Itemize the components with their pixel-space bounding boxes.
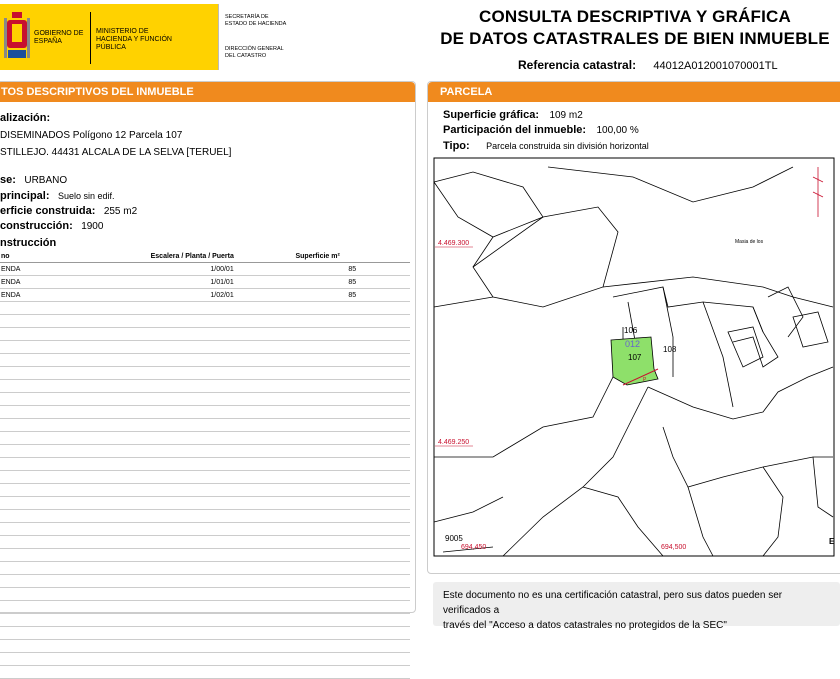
table-cell-uso bbox=[0, 484, 150, 497]
table-row bbox=[0, 393, 410, 406]
table-cell-esc bbox=[150, 445, 295, 458]
table-row bbox=[0, 367, 410, 380]
table-cell-uso bbox=[0, 497, 150, 510]
table-row bbox=[0, 575, 410, 588]
ministry-name: MINISTERIO DE HACIENDA Y FUNCIÓN PÚBLICA bbox=[96, 28, 172, 51]
table-row bbox=[0, 523, 410, 536]
table-cell-sup bbox=[294, 367, 410, 380]
table-cell-uso bbox=[0, 458, 150, 471]
table-row bbox=[0, 432, 410, 445]
class-label: se: bbox=[0, 174, 16, 186]
col-stair: Escalera / Planta / Puerta bbox=[150, 250, 295, 263]
year-row bbox=[0, 216, 103, 234]
type-row bbox=[443, 136, 649, 154]
table-row bbox=[0, 458, 410, 471]
page-title bbox=[430, 6, 840, 50]
parcel-106-label: 106 bbox=[624, 326, 638, 335]
disclaimer-note bbox=[433, 582, 840, 631]
table-cell-uso: ENDA bbox=[0, 289, 150, 302]
table-cell-uso bbox=[0, 393, 150, 406]
table-row bbox=[0, 627, 410, 640]
table-cell-uso bbox=[0, 523, 150, 536]
table-cell-sup bbox=[294, 315, 410, 328]
col-surface: Superficie m² bbox=[294, 250, 410, 263]
table-cell-uso bbox=[0, 588, 150, 601]
table-cell-sup bbox=[294, 666, 410, 679]
ref-label: Referencia catastral: bbox=[518, 58, 637, 72]
title-line-2: DE DATOS CATASTRALES DE BIEN INMUEBLE bbox=[440, 29, 830, 48]
table-cell-sup bbox=[294, 614, 410, 627]
table-cell-sup bbox=[294, 588, 410, 601]
built-surface-label: erficie construida: bbox=[0, 205, 96, 217]
table-cell-sup: 85 bbox=[294, 289, 410, 302]
table-cell-esc bbox=[150, 315, 295, 328]
table-cell-sup bbox=[294, 471, 410, 484]
direction-name: DIRECCIÓN GENERAL DEL CATASTRO bbox=[225, 46, 284, 59]
table-row bbox=[0, 471, 410, 484]
table-cell-uso bbox=[0, 666, 150, 679]
table-cell-uso bbox=[0, 302, 150, 315]
table-cell-uso bbox=[0, 341, 150, 354]
table-cell-esc bbox=[150, 562, 295, 575]
table-cell-esc: 1/01/01 bbox=[150, 276, 295, 289]
cadastral-map bbox=[433, 157, 840, 559]
table-cell-esc bbox=[150, 471, 295, 484]
table-cell-sup bbox=[294, 510, 410, 523]
table-cell-sup: 85 bbox=[294, 276, 410, 289]
construction-title: nstrucción bbox=[0, 237, 57, 249]
table-cell-sup bbox=[294, 432, 410, 445]
table-row bbox=[0, 640, 410, 653]
gov-name: GOBIERNO DE ESPAÑA bbox=[34, 30, 84, 45]
table-row bbox=[0, 601, 410, 614]
coord-y1: 4.469.300 bbox=[438, 240, 470, 247]
table-cell-esc: 1/02/01 bbox=[150, 289, 295, 302]
table-cell-sup bbox=[294, 302, 410, 315]
table-cell-sup bbox=[294, 354, 410, 367]
table-cell-uso bbox=[0, 562, 150, 575]
table-cell-uso bbox=[0, 445, 150, 458]
table-cell-esc bbox=[150, 549, 295, 562]
table-cell-esc bbox=[150, 367, 295, 380]
use-label: principal: bbox=[0, 190, 50, 202]
table-cell-uso bbox=[0, 640, 150, 653]
table-cell-uso bbox=[0, 510, 150, 523]
secretary-block bbox=[218, 4, 291, 70]
table-cell-esc bbox=[150, 536, 295, 549]
table-row bbox=[0, 406, 410, 419]
table-row bbox=[0, 497, 410, 510]
parcel-panel-header: PARCELA bbox=[428, 82, 840, 102]
table-cell-sup bbox=[294, 458, 410, 471]
table-cell-sup bbox=[294, 419, 410, 432]
table-row bbox=[0, 302, 410, 315]
table-cell-esc bbox=[150, 614, 295, 627]
table-cell-esc bbox=[150, 354, 295, 367]
table-row bbox=[0, 445, 410, 458]
table-row bbox=[0, 653, 410, 666]
table-cell-uso bbox=[0, 406, 150, 419]
cadastral-reference bbox=[518, 58, 778, 72]
table-row bbox=[0, 536, 410, 549]
col-use: no bbox=[0, 250, 150, 263]
edge-e-label: E bbox=[829, 537, 835, 546]
table-cell-sup bbox=[294, 536, 410, 549]
table-cell-sup bbox=[294, 640, 410, 653]
table-cell-sup: 85 bbox=[294, 263, 410, 276]
location-label: alización: bbox=[0, 112, 51, 124]
parcel-9005-label: 9005 bbox=[445, 534, 463, 543]
table-row bbox=[0, 354, 410, 367]
coord-x1: 694,450 bbox=[461, 544, 487, 551]
table-cell-esc bbox=[150, 484, 295, 497]
table-cell-esc bbox=[150, 575, 295, 588]
table-row bbox=[0, 588, 410, 601]
table-row bbox=[0, 276, 410, 289]
table-cell-esc bbox=[150, 458, 295, 471]
table-cell-esc bbox=[150, 510, 295, 523]
table-cell-uso bbox=[0, 471, 150, 484]
mark-p: P bbox=[643, 377, 647, 383]
table-cell-uso bbox=[0, 432, 150, 445]
table-cell-uso: ENDA bbox=[0, 263, 150, 276]
coat-of-arms-icon bbox=[4, 10, 30, 64]
use-value: Suelo sin edif. bbox=[57, 191, 115, 201]
table-cell-esc bbox=[150, 497, 295, 510]
table-cell-uso bbox=[0, 627, 150, 640]
table-cell-esc bbox=[150, 341, 295, 354]
table-header-row bbox=[0, 250, 410, 263]
construction-table bbox=[0, 250, 410, 679]
table-row bbox=[0, 380, 410, 393]
class-value: URBANO bbox=[24, 175, 68, 186]
table-cell-sup bbox=[294, 445, 410, 458]
table-cell-sup bbox=[294, 562, 410, 575]
parcel-012-label: 012 bbox=[625, 339, 641, 349]
table-cell-sup bbox=[294, 549, 410, 562]
table-row bbox=[0, 263, 410, 276]
government-logo bbox=[0, 4, 218, 70]
place-label: Masia de los bbox=[735, 239, 764, 245]
table-cell-esc bbox=[150, 523, 295, 536]
table-cell-sup bbox=[294, 393, 410, 406]
table-cell-uso: ENDA bbox=[0, 276, 150, 289]
table-row bbox=[0, 549, 410, 562]
table-row bbox=[0, 562, 410, 575]
descriptive-panel-header: TOS DESCRIPTIVOS DEL INMUEBLE bbox=[0, 82, 415, 102]
table-cell-sup bbox=[294, 523, 410, 536]
table-cell-sup bbox=[294, 341, 410, 354]
title-line-1: CONSULTA DESCRIPTIVA Y GRÁFICA bbox=[478, 7, 792, 26]
ref-value: 44012A012001070001TL bbox=[653, 60, 778, 72]
note-line-2: través del "Acceso a datos catastrales no protegidos de la SEC" bbox=[443, 620, 727, 631]
table-cell-esc bbox=[150, 666, 295, 679]
table-cell-esc bbox=[150, 601, 295, 614]
table-cell-esc bbox=[150, 419, 295, 432]
note-line-1: Este documento no es una certificación catastral, pero sus datos pueden ser verificados a bbox=[443, 590, 783, 616]
type-value: Parcela construida sin división horizontal bbox=[486, 141, 649, 151]
table-cell-esc bbox=[150, 302, 295, 315]
table-cell-sup bbox=[294, 601, 410, 614]
table-cell-sup bbox=[294, 627, 410, 640]
type-label: Tipo: bbox=[443, 140, 470, 152]
table-cell-uso bbox=[0, 367, 150, 380]
table-cell-uso bbox=[0, 354, 150, 367]
parcel-107-label: 107 bbox=[628, 353, 642, 362]
table-row bbox=[0, 315, 410, 328]
table-cell-uso bbox=[0, 328, 150, 341]
table-cell-esc bbox=[150, 640, 295, 653]
table-cell-uso bbox=[0, 614, 150, 627]
table-cell-uso bbox=[0, 601, 150, 614]
coord-y2: 4.469.250 bbox=[438, 439, 470, 446]
year-value: 1900 bbox=[81, 221, 104, 232]
coord-x2: 694,500 bbox=[661, 544, 687, 551]
location-line-1: DISEMINADOS Polígono 12 Parcela 107 bbox=[0, 130, 183, 141]
table-cell-sup bbox=[294, 484, 410, 497]
table-cell-esc: 1/00/01 bbox=[150, 263, 295, 276]
table-cell-uso bbox=[0, 653, 150, 666]
table-cell-esc bbox=[150, 627, 295, 640]
table-cell-esc bbox=[150, 393, 295, 406]
graphic-surface-value: 109 m2 bbox=[549, 110, 583, 121]
table-cell-sup bbox=[294, 380, 410, 393]
table-cell-uso bbox=[0, 549, 150, 562]
table-row bbox=[0, 510, 410, 523]
parcel-108-label: 108 bbox=[663, 345, 677, 354]
table-cell-uso bbox=[0, 380, 150, 393]
table-cell-sup bbox=[294, 497, 410, 510]
table-cell-esc bbox=[150, 653, 295, 666]
table-cell-esc bbox=[150, 380, 295, 393]
location-line-2: STILLEJO. 44431 ALCALA DE LA SELVA [TERUEL] bbox=[0, 147, 232, 158]
participation-label: Participación del inmueble: bbox=[443, 124, 587, 136]
table-cell-esc bbox=[150, 588, 295, 601]
participation-value: 100,00 % bbox=[596, 125, 639, 136]
table-row bbox=[0, 614, 410, 627]
table-cell-uso bbox=[0, 536, 150, 549]
table-cell-uso bbox=[0, 315, 150, 328]
table-cell-sup bbox=[294, 653, 410, 666]
table-cell-esc bbox=[150, 406, 295, 419]
table-row bbox=[0, 484, 410, 497]
graphic-surface-label: Superficie gráfica: bbox=[443, 109, 539, 121]
table-cell-uso bbox=[0, 419, 150, 432]
table-cell-sup bbox=[294, 328, 410, 341]
table-cell-esc bbox=[150, 328, 295, 341]
built-surface-value: 255 m2 bbox=[103, 206, 138, 217]
table-cell-esc bbox=[150, 432, 295, 445]
table-row bbox=[0, 328, 410, 341]
table-row bbox=[0, 666, 410, 679]
secretary-name: SECRETARÍA DE ESTADO DE HACIENDA bbox=[225, 14, 287, 27]
table-row bbox=[0, 341, 410, 354]
table-cell-sup bbox=[294, 406, 410, 419]
table-cell-sup bbox=[294, 575, 410, 588]
table-row bbox=[0, 289, 410, 302]
table-row bbox=[0, 419, 410, 432]
table-cell-uso bbox=[0, 575, 150, 588]
year-label: construcción: bbox=[0, 220, 73, 232]
